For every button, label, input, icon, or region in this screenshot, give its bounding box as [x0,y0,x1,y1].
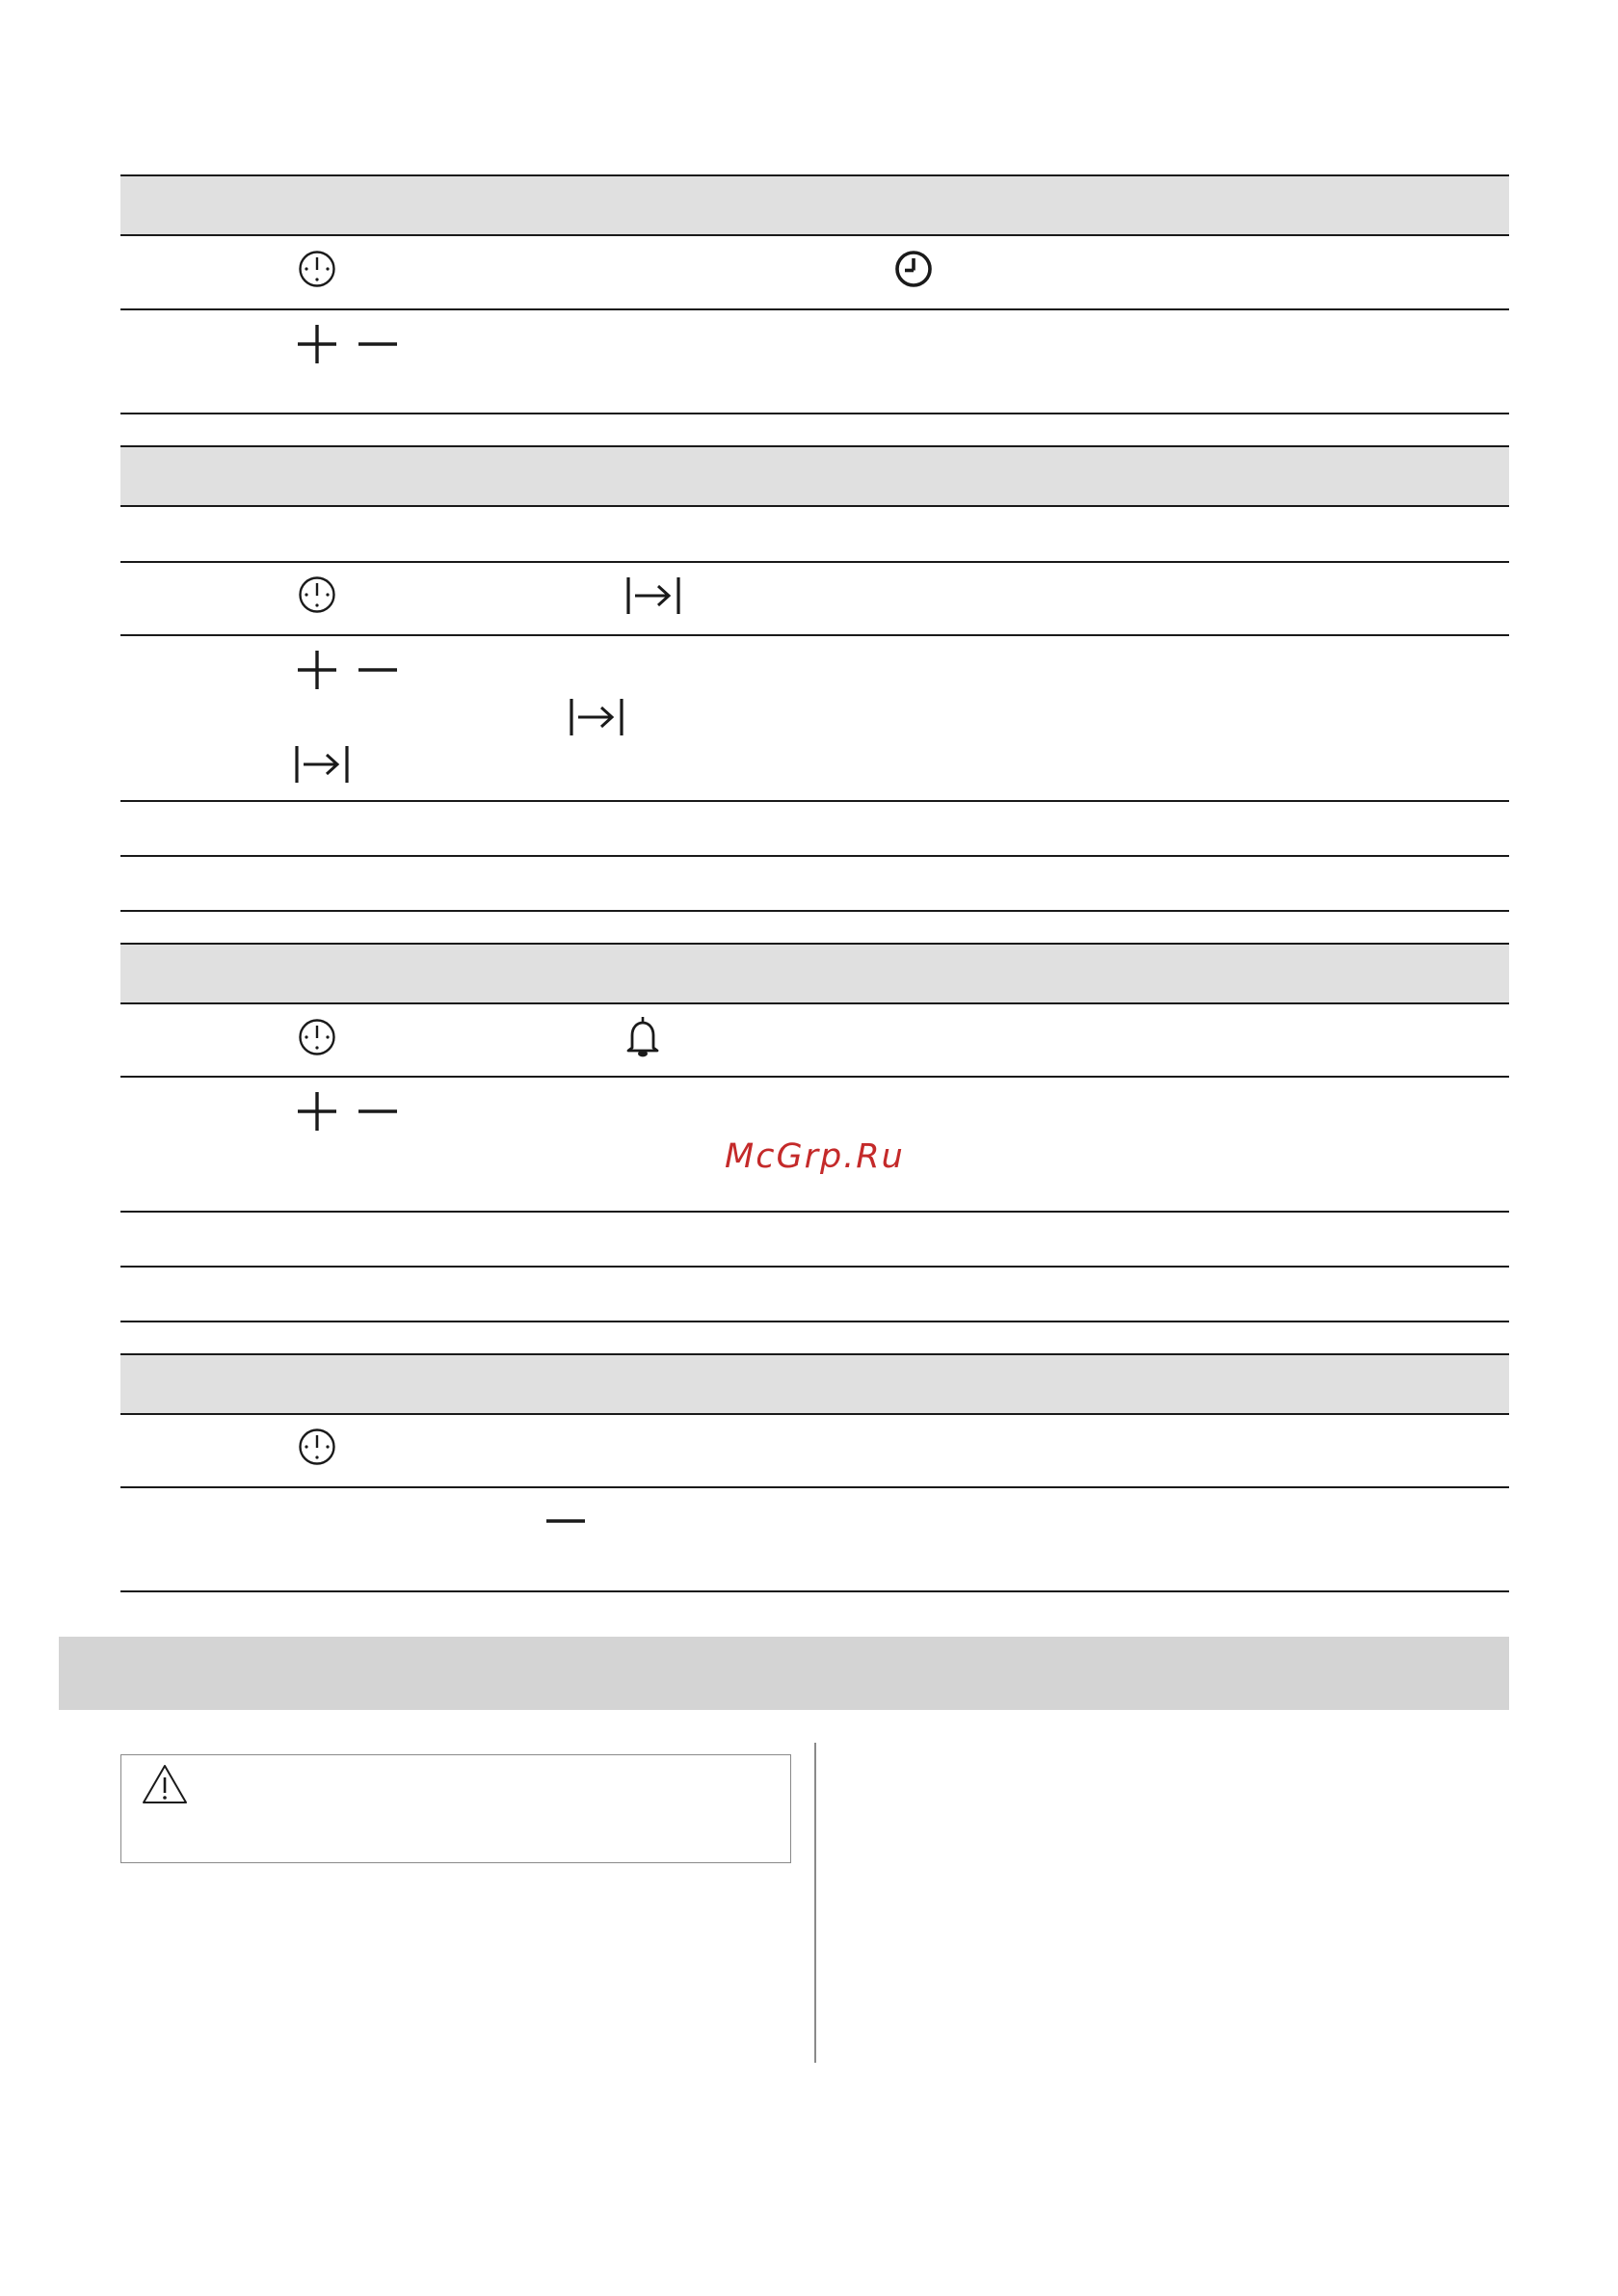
table-rule [120,1590,1509,1592]
warning-box [120,1754,791,1863]
table-header-band [120,447,1509,505]
table-rule [120,1211,1509,1213]
clock-touch-icon [298,1018,336,1056]
minus-icon [544,1500,587,1542]
table-header-band [120,945,1509,1002]
end-time-icon [625,575,681,616]
table-rule [120,505,1509,507]
table-rule [120,413,1509,414]
warning-triangle-icon [141,1763,189,1805]
table-header-band [120,1355,1509,1413]
table-rule [120,1321,1509,1322]
table-rule [120,1486,1509,1488]
plus-icon [296,1090,338,1133]
section-heading-band [59,1637,1509,1710]
table-header-band [120,176,1509,234]
minus-icon [357,649,399,691]
column-divider [814,1743,816,2063]
table-rule [120,800,1509,802]
table-rule [120,910,1509,912]
clock-function-icon [894,250,933,288]
table-rule [120,308,1509,310]
minus-icon [357,1090,399,1133]
watermark-text: McGrp.Ru [725,1137,905,1176]
bell-icon [623,1016,662,1058]
table-rule [120,1266,1509,1268]
table-rule [120,855,1509,857]
clock-touch-icon [298,1428,336,1466]
table-rule [120,234,1509,236]
table-rule [120,561,1509,563]
plus-icon [296,649,338,691]
plus-icon [296,323,338,365]
clock-touch-icon [298,575,336,614]
minus-icon [357,323,399,365]
table-rule [120,1002,1509,1004]
table-rule [120,1076,1509,1078]
clock-touch-icon [298,250,336,288]
table-rule [120,1413,1509,1415]
end-time-icon [294,744,350,785]
table-rule [120,634,1509,636]
end-time-icon [569,697,624,737]
